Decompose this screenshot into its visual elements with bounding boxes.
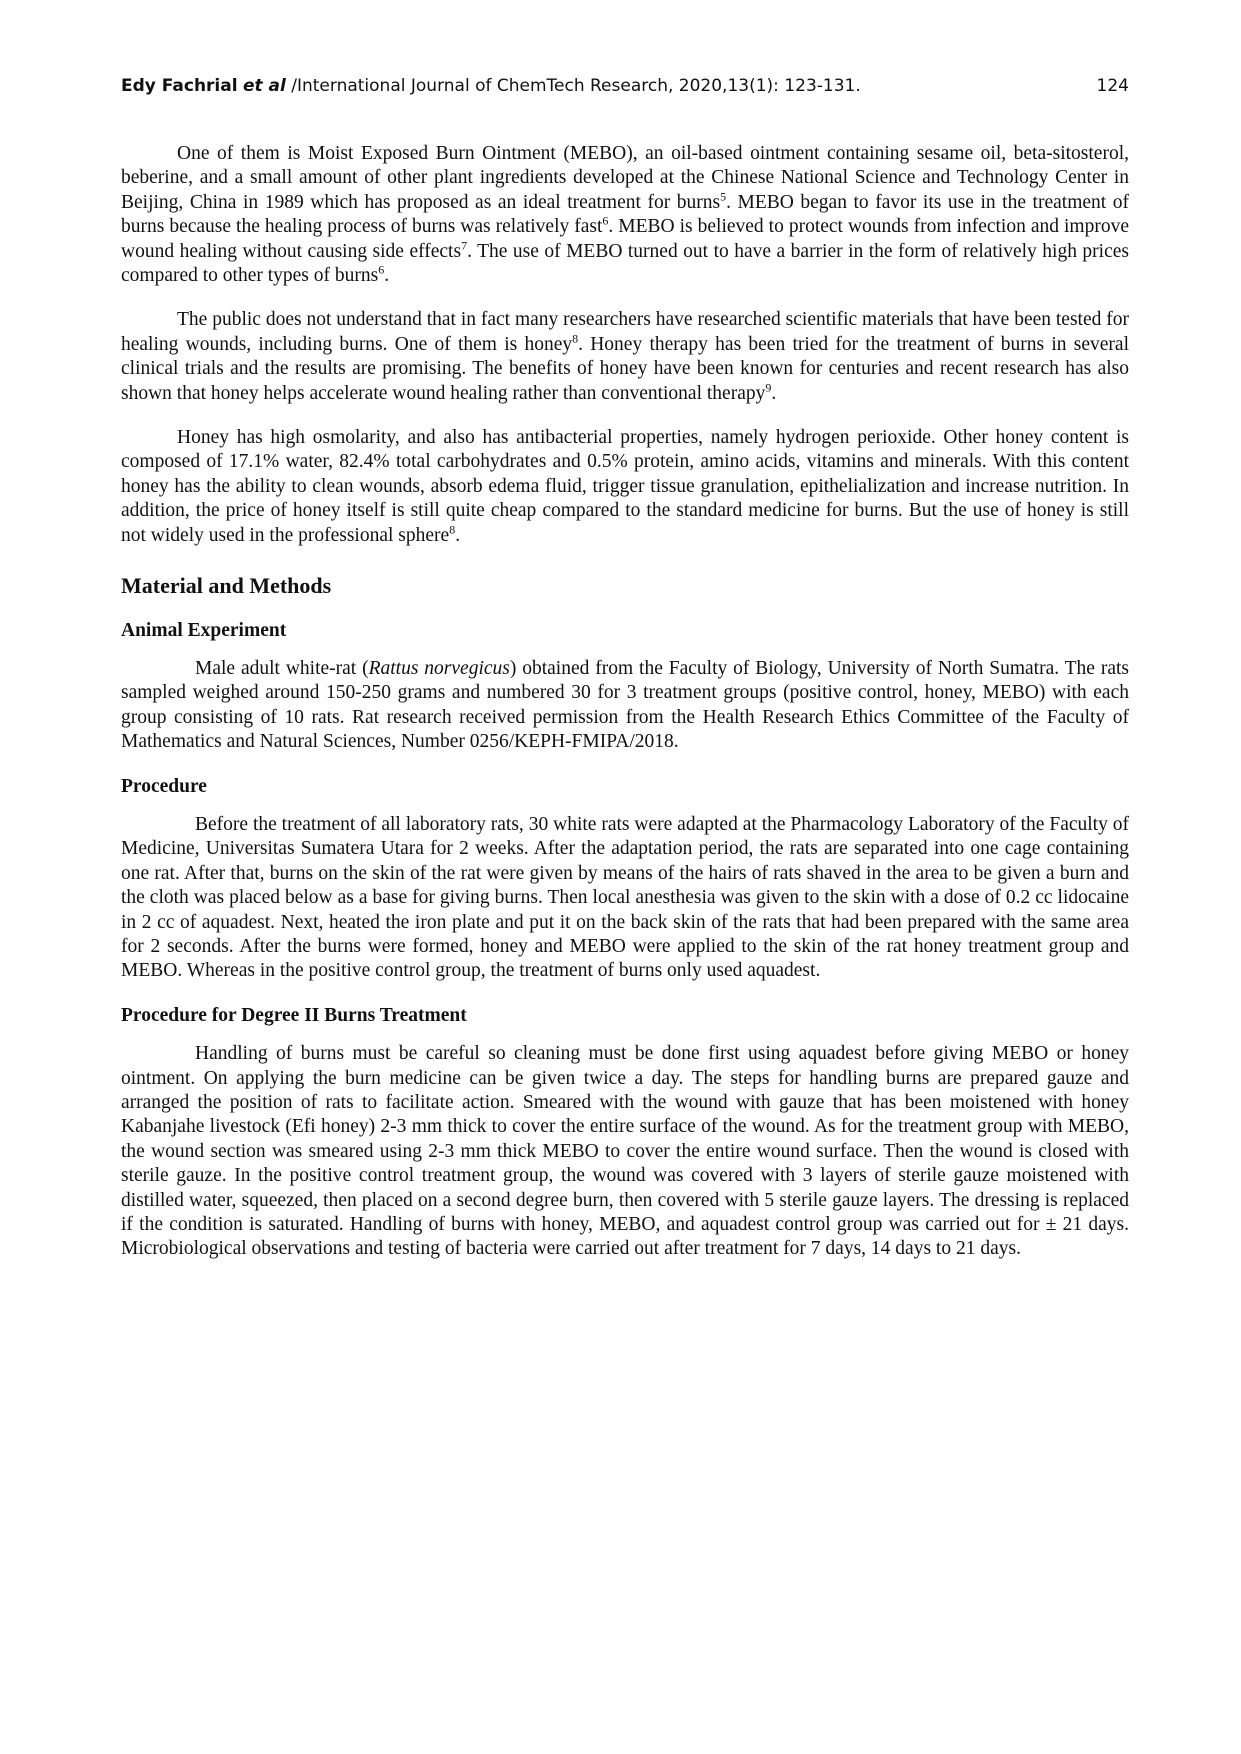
citation-ref: 5 <box>720 189 727 204</box>
text-run: . Honey therapy has been tried for the treatment of burns in several clinical trials and the results are promising. The benefits of honey have been known for centuries and recent research has also shown that honey helps accelerate wound healing rather than conventional therapy <box>121 333 1129 404</box>
text-run: . <box>384 265 390 287</box>
citation-ref: 6 <box>602 213 609 228</box>
paragraph-honey-research <box>121 308 1129 406</box>
text-run: . MEBO began to favor its use in the treatment of burns because the healing process of burns was relatively fast <box>121 191 1129 238</box>
citation-ref: 8 <box>572 331 579 346</box>
section-heading: Material and Methods <box>121 573 332 599</box>
text-run: One of them is Moist Exposed Burn Ointment (MEBO), an oil-based ointment containing sesame oil, beta-sitosterol, beberine, and a small amount of other plant ingredients developed at the Chinese National Science and Technology Center in Beijing, China in 1989 which has proposed as an ideal treatment for burns <box>121 143 1129 213</box>
text-run: . <box>771 382 777 404</box>
text-run: The public does not understand that in fact many researchers have researched scientific materials that have been tested for healing wounds, including burns. One of them is honey <box>121 309 1129 355</box>
text-run: Honey has high osmolarity, and also has antibacterial properties, namely hydrogen perioxide. Other honey content is composed of 17.1% water, 82.4% total carbohydrates and 0.5% protein, amino acids, vitamins and minerals. With this content honey has the ability to clean wounds, absorb edema fluid, trigger tissue granulation, epithelialization and increase nutrition. In addition, the price of honey itself is still quite cheap compared to the standard medicine for burns. But the use of honey is still not widely used in the professional sphere <box>121 427 1129 546</box>
page-number: 124 <box>1096 76 1129 96</box>
species-name: Rattus norvegicus <box>368 657 510 679</box>
header-citation <box>121 76 861 96</box>
paragraph-mebo <box>121 142 1129 288</box>
text-run: . <box>455 524 461 546</box>
subsection-heading-animal: Animal Experiment <box>121 619 287 641</box>
header-et-al: et al <box>242 76 286 96</box>
citation-ref: 9 <box>765 380 772 395</box>
running-header <box>121 76 1129 96</box>
paragraph-animal-experiment <box>121 657 1129 755</box>
text-run: . The use of MEBO turned out to have a barrier in the form of relatively high prices compared to other types of burns <box>121 240 1129 287</box>
header-journal: /International Journal of ChemTech Research, 2020,13(1): 123-131. <box>285 76 861 96</box>
citation-ref: 7 <box>461 238 468 253</box>
text-run: . MEBO is believed to protect wounds from infection and improve wound healing without causing side effects <box>121 216 1129 262</box>
paragraph-honey-properties <box>121 426 1129 548</box>
page-body <box>121 142 1129 1282</box>
paragraph-burns-treatment: Handling of burns must be careful so cleaning must be done first using aquadest before giving MEBO or honey ointment. On applying the burn medicine can be given twice a day. The steps for handling burns are prepared gauze and arranged the position of rats to facilitate action. Smeared with the wound with gauze that has been moistened with honey Kabanjahe livestock (Efi honey) 2-3 mm thick to cover the entire surface of the wound. As for the treatment group with MEBO, the wound section was smeared using 2-3 mm thick MEBO to cover the entire wound surface. Then the wound is closed with sterile gauze. In the positive control treatment group, the wound was covered with 3 layers of sterile gauze moistened with distilled water, squeezed, then placed on a second degree burn, then covered with 5 sterile gauze layers. The dressing is replaced if the condition is saturated. Handling of burns with honey, MEBO, and aquadest control group was carried out for ± 21 days. Microbiological observations and testing of bacteria were carried out after treatment for 7 days, 14 days to 21 days. <box>121 1043 1129 1260</box>
subsection-heading-burns-treatment: Procedure for Degree II Burns Treatment <box>121 1004 467 1026</box>
subsection-heading-procedure: Procedure <box>121 775 207 797</box>
text-run: ) obtained from the Faculty of Biology, University of North Sumatra. The rats sampled weighed around 150-250 grams and numbered 30 for 3 treatment groups (positive control, honey, MEBO) with each group consisting of 10 rats. Rat research received permission from the Health Research Ethics Committee of the Faculty of Mathematics and Natural Sciences, Number 0256/KEPH-FMIPA/2018. <box>121 657 1129 753</box>
paragraph-procedure: Before the treatment of all laboratory rats, 30 white rats were adapted at the Pharmacology Laboratory of the Faculty of Medicine, Universitas Sumatera Utara for 2 weeks. After the adaptation period, the rats are separated into one cage containing one rat. After that, burns on the skin of the rat were given by means of the hairs of rats shaved in the area to be given a burn and the cloth was placed below as a base for giving burns. Then local anesthesia was given to the skin with a dose of 0.2 cc lidocaine in 2 cc of aquadest. Next, heated the iron plate and put it on the back skin of the rats that had been prepared with the same area for 2 seconds. After the burns were formed, honey and MEBO were applied to the skin of the rat honey treatment group and MEBO. Whereas in the positive control group, the treatment of burns only used aquadest. <box>121 813 1129 982</box>
citation-ref: 8 <box>449 522 456 537</box>
header-authors: Edy Fachrial <box>121 76 238 96</box>
text-run: Male adult white-rat ( <box>195 657 369 679</box>
citation-ref: 6 <box>378 262 385 277</box>
